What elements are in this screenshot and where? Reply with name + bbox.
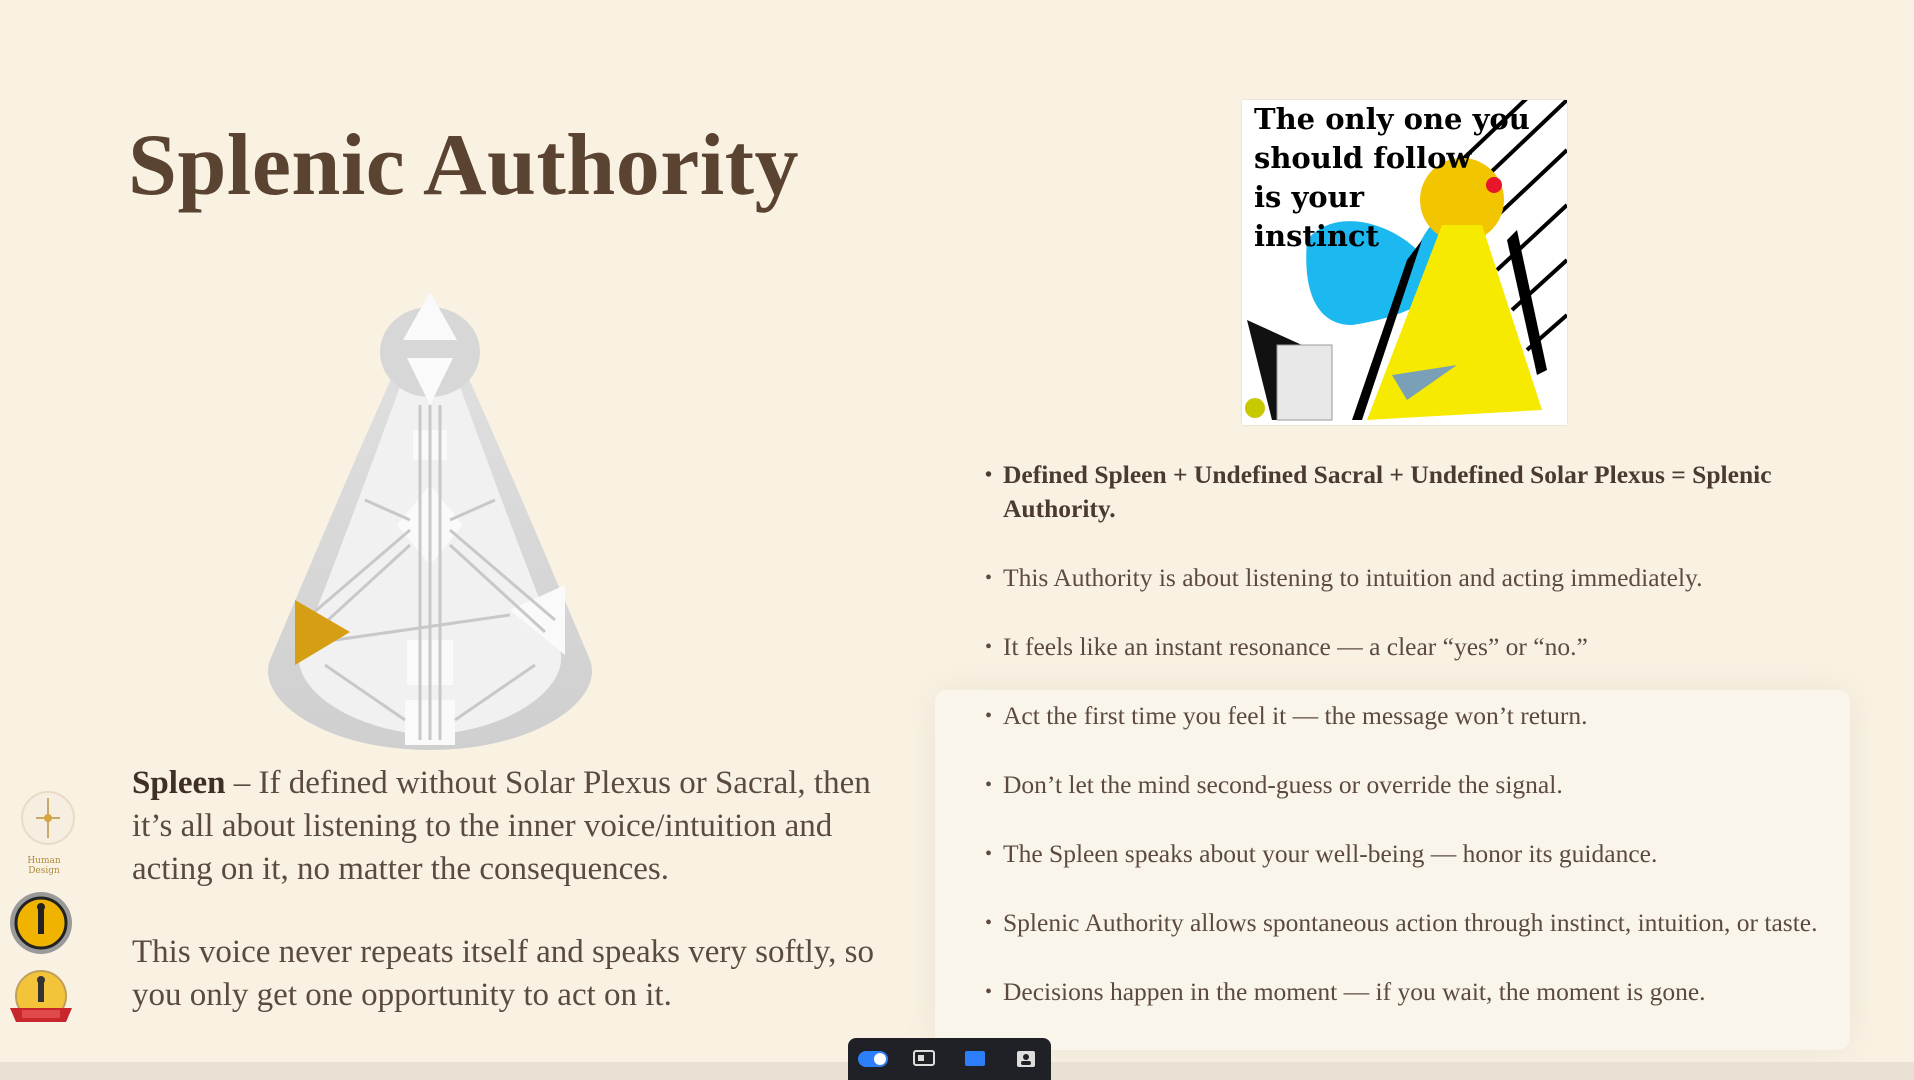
authority-bullet-list — [985, 458, 1825, 1044]
list-item: • Act the first time you feel it — the message won’t return. — [985, 699, 1825, 733]
bodygraph-illustration — [235, 280, 625, 760]
professional-badge-icon — [8, 968, 74, 1038]
poster-caption: The only one you should follow is your instinct — [1254, 102, 1530, 253]
list-item: • Defined Spleen + Undefined Sacral + Undefined Solar Plexus = Splenic Authority. — [985, 458, 1825, 526]
list-item: • Don’t let the mind second-guess or override the signal. — [985, 768, 1825, 802]
screen-share-toolbar — [848, 1038, 1051, 1080]
spleen-description — [132, 762, 912, 1057]
toggle-icon[interactable] — [858, 1048, 888, 1070]
slide-title: Splenic Authority — [128, 117, 800, 214]
human-design-logo — [12, 790, 76, 876]
list-item: • Splenic Authority allows spontaneous action through instinct, intuition, or taste. — [985, 906, 1825, 940]
list-item: • This Authority is about listening to intuition and acting immediately. — [985, 561, 1825, 595]
voice-paragraph: This voice never repeats itself and speaks very softly, so you only get one opportunity to act on it. — [132, 934, 874, 1013]
list-item: • The Spleen speaks about your well-being — honor its guidance. — [985, 837, 1825, 871]
logo-caption: Human Design — [27, 856, 61, 876]
window-icon[interactable] — [960, 1048, 990, 1070]
list-item: • It feels like an instant resonance — a clear “yes” or “no.” — [985, 630, 1825, 664]
spleen-paragraph: Spleen – If defined without Solar Plexus or Sacral, then it’s all about listening to the inner voice/intuition and acting on it, no matter the consequences. — [132, 765, 871, 887]
instinct-poster — [1242, 100, 1567, 425]
person-icon[interactable] — [1011, 1048, 1041, 1070]
list-item: • Decisions happen in the moment — if you wait, the moment is gone. — [985, 975, 1825, 1009]
projector-badge-icon — [8, 890, 74, 960]
screen-share-icon[interactable] — [909, 1048, 939, 1070]
